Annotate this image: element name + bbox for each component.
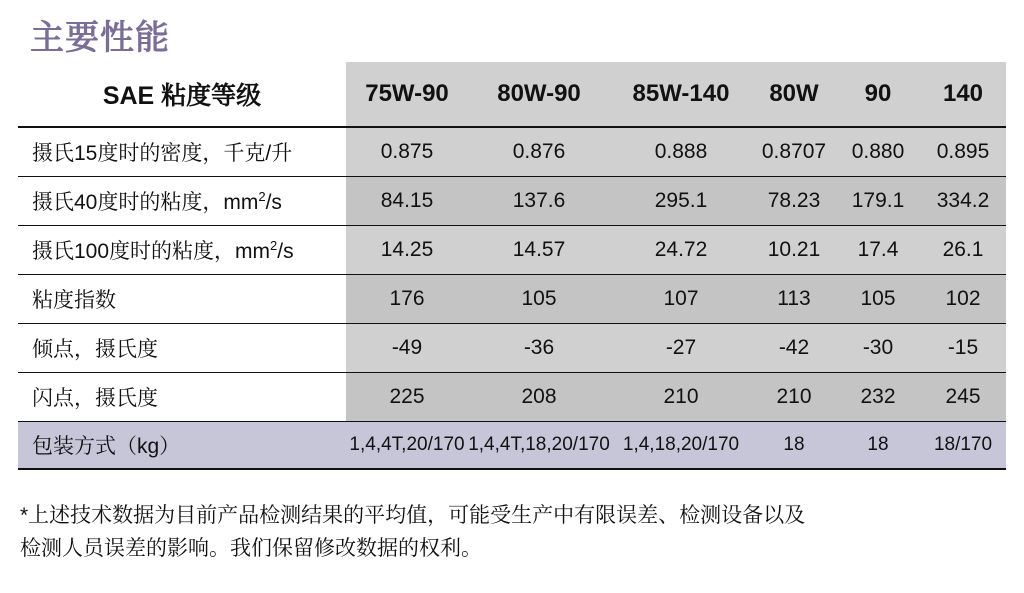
packaging-value: 1,4,4T,18,20/170 bbox=[468, 422, 610, 470]
row-value: 137.6 bbox=[468, 177, 610, 226]
row-value: 102 bbox=[920, 275, 1006, 324]
row-label-unit: /s bbox=[265, 191, 282, 214]
row-value: 210 bbox=[752, 373, 836, 422]
row-value: 0.880 bbox=[836, 127, 920, 177]
row-value: 225 bbox=[346, 373, 468, 422]
packaging-label: 包装方式（kg） bbox=[18, 422, 346, 470]
row-label-text: 摄氏40度时的粘度，mm bbox=[32, 191, 259, 214]
header-column-0: 75W-90 bbox=[346, 62, 468, 127]
row-label: 倾点，摄氏度 bbox=[18, 324, 346, 373]
row-value: 24.72 bbox=[610, 226, 752, 275]
row-value: 179.1 bbox=[836, 177, 920, 226]
row-value: -42 bbox=[752, 324, 836, 373]
row-value: 107 bbox=[610, 275, 752, 324]
row-value: 0.875 bbox=[346, 127, 468, 177]
row-value: 105 bbox=[468, 275, 610, 324]
row-label: 闪点，摄氏度 bbox=[18, 373, 346, 422]
row-value: -36 bbox=[468, 324, 610, 373]
row-value: 26.1 bbox=[920, 226, 1006, 275]
row-value: -49 bbox=[346, 324, 468, 373]
row-value: 210 bbox=[610, 373, 752, 422]
row-label: 粘度指数 bbox=[18, 275, 346, 324]
row-label-text: 摄氏100度时的粘度，mm bbox=[32, 240, 271, 263]
footnote-line-2: 检测人员误差的影响。我们保留修改数据的权利。 bbox=[20, 536, 482, 560]
row-value: 14.25 bbox=[346, 226, 468, 275]
packaging-value: 18 bbox=[836, 422, 920, 470]
packaging-value: 1,4,18,20/170 bbox=[610, 422, 752, 470]
packaging-value: 18/170 bbox=[920, 422, 1006, 470]
row-value: 84.15 bbox=[346, 177, 468, 226]
row-value: 78.23 bbox=[752, 177, 836, 226]
header-sae-grade: SAE 粘度等级 bbox=[18, 62, 346, 127]
table-header-row bbox=[18, 62, 1006, 127]
row-value: 113 bbox=[752, 275, 836, 324]
row-label-superscript: 2 bbox=[258, 189, 266, 204]
footnote bbox=[20, 500, 1000, 565]
row-value: 10.21 bbox=[752, 226, 836, 275]
header-column-2: 85W-140 bbox=[610, 62, 752, 127]
row-label: 摄氏15度时的密度，千克/升 bbox=[18, 127, 346, 177]
performance-table bbox=[18, 62, 1006, 470]
row-value: 232 bbox=[836, 373, 920, 422]
row-label-superscript: 2 bbox=[270, 238, 278, 253]
header-column-5: 140 bbox=[920, 62, 1006, 127]
table-row bbox=[18, 275, 1006, 324]
row-label-unit: /s bbox=[277, 240, 294, 263]
table-row bbox=[18, 127, 1006, 177]
packaging-row bbox=[18, 422, 1006, 470]
row-value: 0.888 bbox=[610, 127, 752, 177]
table-row bbox=[18, 177, 1006, 226]
row-value: 245 bbox=[920, 373, 1006, 422]
table-row bbox=[18, 373, 1006, 422]
row-value: 14.57 bbox=[468, 226, 610, 275]
header-column-4: 90 bbox=[836, 62, 920, 127]
row-label bbox=[18, 226, 346, 275]
packaging-value: 1,4,4T,20/170 bbox=[346, 422, 468, 470]
page-title: 主要性能 bbox=[30, 19, 170, 57]
row-value: 334.2 bbox=[920, 177, 1006, 226]
row-value: 105 bbox=[836, 275, 920, 324]
table-row bbox=[18, 324, 1006, 373]
row-value: -30 bbox=[836, 324, 920, 373]
row-value: -15 bbox=[920, 324, 1006, 373]
header-column-3: 80W bbox=[752, 62, 836, 127]
header-column-1: 80W-90 bbox=[468, 62, 610, 127]
footnote-line-1: *上述技术数据为目前产品检测结果的平均值，可能受生产中有限误差、检测设备以及 bbox=[20, 504, 806, 527]
row-value: 0.8707 bbox=[752, 127, 836, 177]
row-value: 208 bbox=[468, 373, 610, 422]
row-value: -27 bbox=[610, 324, 752, 373]
row-value: 295.1 bbox=[610, 177, 752, 226]
row-label bbox=[18, 177, 346, 226]
row-value: 0.876 bbox=[468, 127, 610, 177]
packaging-value: 18 bbox=[752, 422, 836, 470]
table-row bbox=[18, 226, 1006, 275]
row-value: 0.895 bbox=[920, 127, 1006, 177]
row-value: 176 bbox=[346, 275, 468, 324]
row-value: 17.4 bbox=[836, 226, 920, 275]
